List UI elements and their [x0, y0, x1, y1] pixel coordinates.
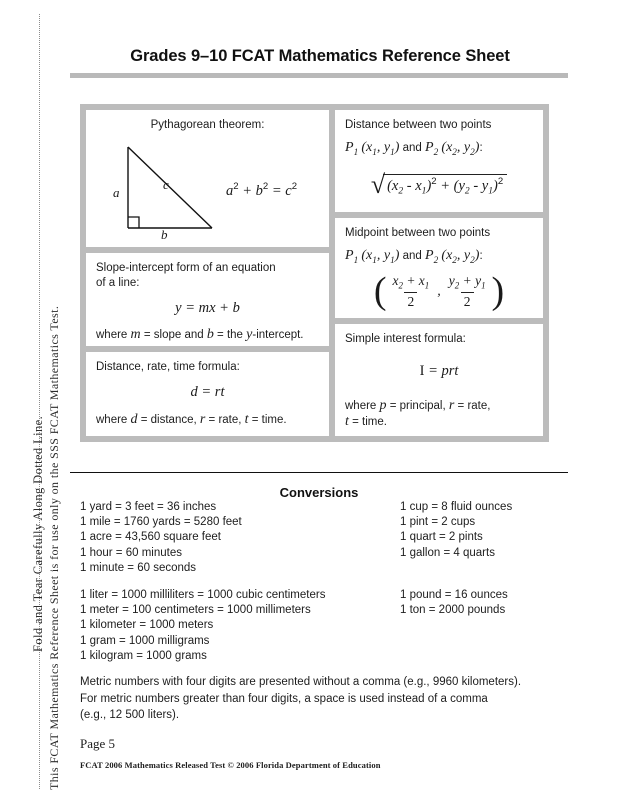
fold-instruction-text: Fold and Tear Carefully Along Dotted Line.	[31, 415, 45, 652]
midpoint-points: $P_1$ ($x_1$, $y_1$) and $P_2$ ($x_2$, $y_2$):	[345, 247, 483, 265]
drt-note: where d = distance, r = rate, t = time.	[96, 412, 287, 427]
slope-intercept-label-line1: Slope-intercept form of an equation	[96, 262, 276, 274]
list-item: 1 gallon = 4 quarts	[400, 546, 495, 559]
slope-intercept-equation: y = mx + b	[175, 300, 240, 316]
distance-two-points-points: $P_1$ ($x_1$, $y_1$) and $P_2$ ($x_2$, $y_2$):	[345, 140, 483, 157]
list-item: 1 minute = 60 seconds	[80, 561, 197, 574]
formula-card-simple-interest	[335, 324, 543, 436]
simple-interest-equation: I = prt	[419, 363, 459, 379]
metric-note-line1: Metric numbers with four digits are presented without a comma (e.g., 9960 kilometers).	[80, 676, 522, 688]
formula-column-left	[86, 110, 329, 436]
pythagorean-equation: $a^2 + b^2 = c^2$	[226, 181, 298, 199]
triangle-label-a: a	[113, 185, 120, 200]
list-item: 1 acre = 43,560 square feet	[80, 531, 221, 544]
list-item: 1 meter = 100 centimeters = 1000 millimeters	[80, 604, 311, 617]
conversions-heading: Conversions	[279, 485, 359, 500]
conversions-customary-volume	[400, 500, 512, 561]
title-divider	[70, 73, 568, 78]
conversions-customary-length	[80, 500, 242, 576]
metric-note-line3: (e.g., 12 500 liters).	[80, 709, 180, 721]
pythagorean-figure	[96, 133, 319, 242]
midpoint-equation: ( $\frac{x_2 + x_1}{2}$ , $\frac{y_2 + y_1}{2}$ )	[373, 269, 505, 312]
simple-interest-note-line1: where p = principal, r = rate,	[345, 398, 491, 413]
list-item: 1 quart = 2 pints	[400, 531, 483, 544]
midpoint-label: Midpoint between two points	[345, 226, 491, 239]
list-item: 1 ton = 2000 pounds	[400, 604, 506, 617]
list-item: 1 mile = 1760 yards = 5280 feet	[80, 516, 242, 529]
list-item: 1 pound = 16 ounces	[400, 589, 508, 601]
conversions-divider	[70, 472, 568, 473]
formula-card-slope-intercept	[86, 253, 329, 346]
list-item: 1 liter = 1000 milliliters = 1000 cubic centimeters	[80, 589, 326, 601]
formula-column-right	[335, 110, 543, 436]
simple-interest-label: Simple interest formula:	[345, 333, 466, 345]
formula-card-pythagorean	[86, 110, 329, 247]
usage-notice-text: This FCAT Mathematics Reference Sheet is for use only on the SSS FCAT Mathematics Test.	[47, 305, 61, 790]
footer-copyright: FCAT 2006 Mathematics Released Test © 2006 Florida Department of Education	[80, 760, 381, 770]
slope-intercept-note: where m = slope and b = the y-intercept.	[96, 327, 304, 342]
formula-card-distance-two-points	[335, 110, 543, 212]
list-item: 1 gram = 1000 milligrams	[80, 634, 210, 647]
list-item: 1 cup = 8 fluid ounces	[400, 501, 513, 513]
side-notes	[0, 0, 61, 801]
list-item: 1 pint = 2 cups	[400, 516, 476, 529]
page-number: Page 5	[80, 736, 116, 751]
drt-equation: d = rt	[190, 384, 225, 400]
list-item: 1 kilogram = 1000 grams	[80, 649, 207, 662]
drt-label: Distance, rate, time formula:	[96, 361, 240, 373]
conversions-weight	[400, 588, 508, 618]
slope-intercept-label-line2: of a line:	[96, 277, 140, 289]
triangle-label-c: c	[163, 177, 169, 192]
simple-interest-note-line2: t = time.	[345, 414, 387, 429]
metric-note-line2: For metric numbers greater than four digits, a space is used instead of a comma	[80, 692, 488, 705]
list-item: 1 yard = 3 feet = 36 inches	[80, 501, 217, 513]
list-item: 1 hour = 60 minutes	[80, 546, 182, 559]
distance-two-points-equation: √ $(x_2 - x_1)^2 + (y_2 - y_1)^2$	[345, 174, 533, 197]
distance-two-points-label: Distance between two points	[345, 119, 492, 131]
page-title: Grades 9–10 FCAT Mathematics Reference Sheet	[130, 47, 510, 65]
list-item: 1 kilometer = 1000 meters	[80, 619, 214, 632]
triangle-label-b: b	[161, 227, 168, 242]
formula-panel	[80, 104, 549, 442]
formula-card-distance-rate-time	[86, 352, 329, 436]
metric-number-note	[80, 674, 550, 724]
conversions-metric	[80, 588, 325, 664]
pythagorean-label: Pythagorean theorem:	[150, 119, 265, 131]
formula-card-midpoint	[335, 218, 543, 318]
